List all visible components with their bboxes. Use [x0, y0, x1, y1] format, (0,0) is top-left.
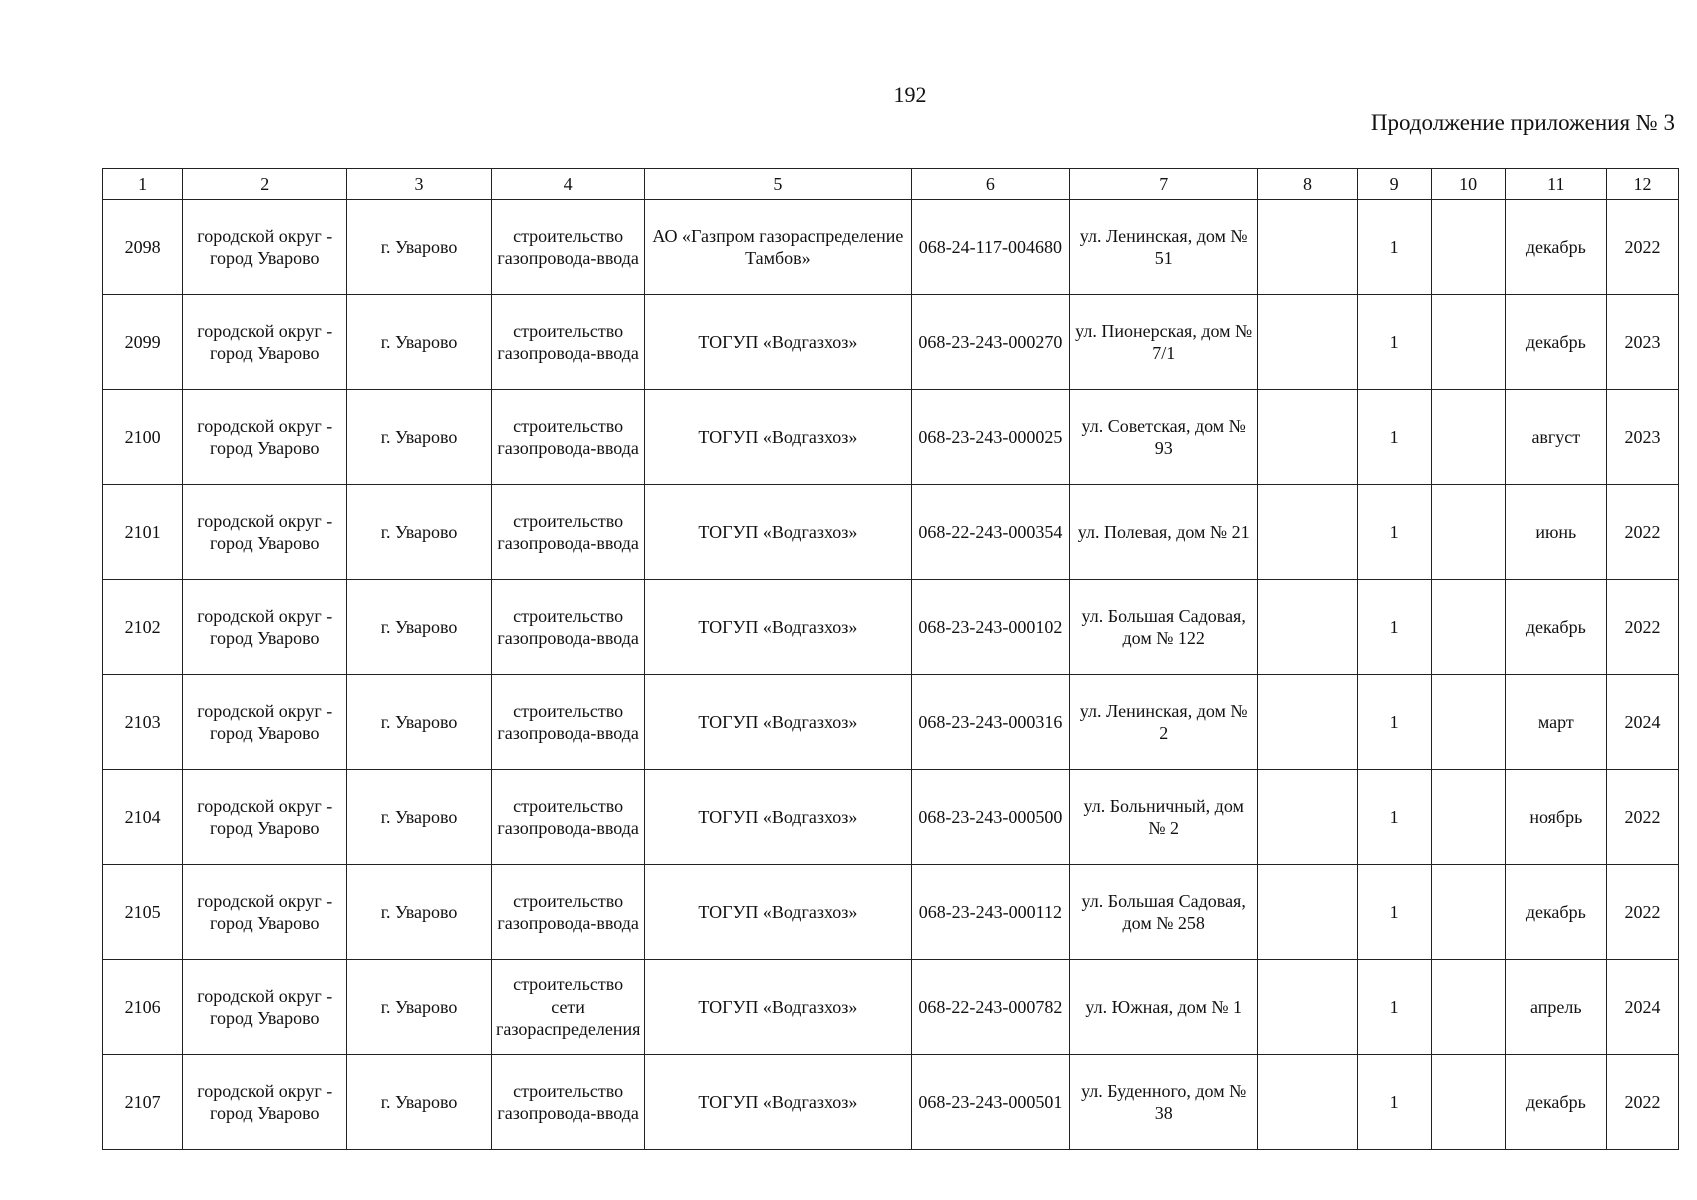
column-header: 4: [491, 169, 644, 200]
contract-number-cell: 068-23-243-000500: [911, 770, 1070, 865]
settlement-cell: г. Уварово: [347, 960, 492, 1055]
table-row: [103, 580, 1679, 675]
contract-number-cell: 068-23-243-000270: [911, 295, 1070, 390]
column-10-cell: [1431, 960, 1505, 1055]
municipality-cell: городской округ - город Уварово: [183, 295, 347, 390]
row-number-cell: 2101: [103, 485, 183, 580]
contract-number-cell: 068-22-243-000354: [911, 485, 1070, 580]
column-10-cell: [1431, 770, 1505, 865]
work-type-cell: строительство газопровода-ввода: [491, 485, 644, 580]
row-number-cell: 2098: [103, 200, 183, 295]
settlement-cell: г. Уварово: [347, 770, 492, 865]
column-header: 9: [1357, 169, 1431, 200]
organization-cell: ТОГУП «Водгазхоз»: [645, 675, 911, 770]
row-number-cell: 2105: [103, 865, 183, 960]
column-10-cell: [1431, 295, 1505, 390]
organization-cell: АО «Газпром газораспределение Тамбов»: [645, 200, 911, 295]
row-number-cell: 2100: [103, 390, 183, 485]
quantity-cell: 1: [1357, 960, 1431, 1055]
contract-number-cell: 068-23-243-000316: [911, 675, 1070, 770]
row-number-cell: 2099: [103, 295, 183, 390]
row-number-cell: 2106: [103, 960, 183, 1055]
address-cell: ул. Советская, дом № 93: [1070, 390, 1258, 485]
column-10-cell: [1431, 200, 1505, 295]
column-8-cell: [1258, 390, 1357, 485]
column-header: 7: [1070, 169, 1258, 200]
work-type-cell: строительство газопровода-ввода: [491, 390, 644, 485]
quantity-cell: 1: [1357, 295, 1431, 390]
column-8-cell: [1258, 960, 1357, 1055]
year-cell: 2024: [1607, 960, 1679, 1055]
column-10-cell: [1431, 1055, 1505, 1150]
address-cell: ул. Больничный, дом № 2: [1070, 770, 1258, 865]
organization-cell: ТОГУП «Водгазхоз»: [645, 865, 911, 960]
address-cell: ул. Пионерская, дом № 7/1: [1070, 295, 1258, 390]
quantity-cell: 1: [1357, 485, 1431, 580]
table-row: [103, 485, 1679, 580]
work-type-cell: строительство газопровода-ввода: [491, 200, 644, 295]
contract-number-cell: 068-23-243-000112: [911, 865, 1070, 960]
month-cell: март: [1505, 675, 1606, 770]
month-cell: декабрь: [1505, 1055, 1606, 1150]
settlement-cell: г. Уварово: [347, 295, 492, 390]
municipality-cell: городской округ - город Уварово: [183, 960, 347, 1055]
month-cell: декабрь: [1505, 865, 1606, 960]
column-8-cell: [1258, 295, 1357, 390]
contract-number-cell: 068-23-243-000102: [911, 580, 1070, 675]
municipality-cell: городской округ - город Уварово: [183, 865, 347, 960]
registry-table: [102, 168, 1679, 1150]
address-cell: ул. Большая Садовая, дом № 122: [1070, 580, 1258, 675]
quantity-cell: 1: [1357, 1055, 1431, 1150]
municipality-cell: городской округ - город Уварово: [183, 580, 347, 675]
work-type-cell: строительство газопровода-ввода: [491, 580, 644, 675]
header-row: [103, 169, 1679, 200]
column-8-cell: [1258, 200, 1357, 295]
quantity-cell: 1: [1357, 675, 1431, 770]
month-cell: ноябрь: [1505, 770, 1606, 865]
contract-number-cell: 068-24-117-004680: [911, 200, 1070, 295]
organization-cell: ТОГУП «Водгазхоз»: [645, 1055, 911, 1150]
address-cell: ул. Ленинская, дом № 51: [1070, 200, 1258, 295]
quantity-cell: 1: [1357, 390, 1431, 485]
year-cell: 2022: [1607, 485, 1679, 580]
column-10-cell: [1431, 580, 1505, 675]
column-8-cell: [1258, 865, 1357, 960]
column-8-cell: [1258, 675, 1357, 770]
settlement-cell: г. Уварово: [347, 485, 492, 580]
month-cell: декабрь: [1505, 200, 1606, 295]
column-10-cell: [1431, 485, 1505, 580]
column-header: 10: [1431, 169, 1505, 200]
address-cell: ул. Полевая, дом № 21: [1070, 485, 1258, 580]
address-cell: ул. Южная, дом № 1: [1070, 960, 1258, 1055]
column-header: 8: [1258, 169, 1357, 200]
year-cell: 2022: [1607, 200, 1679, 295]
table-row: [103, 200, 1679, 295]
table-row: [103, 865, 1679, 960]
year-cell: 2022: [1607, 580, 1679, 675]
organization-cell: ТОГУП «Водгазхоз»: [645, 390, 911, 485]
year-cell: 2022: [1607, 865, 1679, 960]
settlement-cell: г. Уварово: [347, 1055, 492, 1150]
organization-cell: ТОГУП «Водгазхоз»: [645, 295, 911, 390]
quantity-cell: 1: [1357, 865, 1431, 960]
row-number-cell: 2102: [103, 580, 183, 675]
appendix-title: Продолжение приложения № 3: [1370, 110, 1675, 135]
work-type-cell: строительство газопровода-ввода: [491, 1055, 644, 1150]
address-cell: ул. Буденного, дом № 38: [1070, 1055, 1258, 1150]
year-cell: 2022: [1607, 1055, 1679, 1150]
column-8-cell: [1258, 1055, 1357, 1150]
organization-cell: ТОГУП «Водгазхоз»: [645, 960, 911, 1055]
column-header: 2: [183, 169, 347, 200]
quantity-cell: 1: [1357, 580, 1431, 675]
year-cell: 2023: [1607, 295, 1679, 390]
row-number-cell: 2103: [103, 675, 183, 770]
municipality-cell: городской округ - город Уварово: [183, 200, 347, 295]
column-8-cell: [1258, 770, 1357, 865]
settlement-cell: г. Уварово: [347, 865, 492, 960]
row-number-cell: 2104: [103, 770, 183, 865]
work-type-cell: строительство газопровода-ввода: [491, 675, 644, 770]
quantity-cell: 1: [1357, 200, 1431, 295]
month-cell: август: [1505, 390, 1606, 485]
month-cell: декабрь: [1505, 580, 1606, 675]
municipality-cell: городской округ - город Уварово: [183, 390, 347, 485]
quantity-cell: 1: [1357, 770, 1431, 865]
table-row: [103, 390, 1679, 485]
column-8-cell: [1258, 485, 1357, 580]
column-header: 3: [347, 169, 492, 200]
month-cell: декабрь: [1505, 295, 1606, 390]
row-number-cell: 2107: [103, 1055, 183, 1150]
work-type-cell: строительство газопровода-ввода: [491, 770, 644, 865]
year-cell: 2022: [1607, 770, 1679, 865]
contract-number-cell: 068-23-243-000025: [911, 390, 1070, 485]
month-cell: апрель: [1505, 960, 1606, 1055]
work-type-cell: строительство газопровода-ввода: [491, 865, 644, 960]
settlement-cell: г. Уварово: [347, 580, 492, 675]
work-type-cell: строительство сети газораспределения: [491, 960, 644, 1055]
column-header: 5: [645, 169, 911, 200]
column-10-cell: [1431, 675, 1505, 770]
column-10-cell: [1431, 865, 1505, 960]
address-cell: ул. Большая Садовая, дом № 258: [1070, 865, 1258, 960]
table-row: [103, 675, 1679, 770]
column-header: 11: [1505, 169, 1606, 200]
municipality-cell: городской округ - город Уварово: [183, 1055, 347, 1150]
settlement-cell: г. Уварово: [347, 675, 492, 770]
column-10-cell: [1431, 390, 1505, 485]
municipality-cell: городской округ - город Уварово: [183, 485, 347, 580]
organization-cell: ТОГУП «Водгазхоз»: [645, 485, 911, 580]
settlement-cell: г. Уварово: [347, 200, 492, 295]
table-row: [103, 1055, 1679, 1150]
organization-cell: ТОГУП «Водгазхоз»: [645, 770, 911, 865]
year-cell: 2023: [1607, 390, 1679, 485]
work-type-cell: строительство газопровода-ввода: [491, 295, 644, 390]
contract-number-cell: 068-22-243-000782: [911, 960, 1070, 1055]
municipality-cell: городской округ - город Уварово: [183, 675, 347, 770]
column-header: 12: [1607, 169, 1679, 200]
column-8-cell: [1258, 580, 1357, 675]
organization-cell: ТОГУП «Водгазхоз»: [645, 580, 911, 675]
contract-number-cell: 068-23-243-000501: [911, 1055, 1070, 1150]
table-row: [103, 295, 1679, 390]
table-row: [103, 770, 1679, 865]
page-number: 192: [893, 82, 927, 107]
column-header: 6: [911, 169, 1070, 200]
month-cell: июнь: [1505, 485, 1606, 580]
year-cell: 2024: [1607, 675, 1679, 770]
table-row: [103, 960, 1679, 1055]
address-cell: ул. Ленинская, дом № 2: [1070, 675, 1258, 770]
municipality-cell: городской округ - город Уварово: [183, 770, 347, 865]
column-header: 1: [103, 169, 183, 200]
settlement-cell: г. Уварово: [347, 390, 492, 485]
